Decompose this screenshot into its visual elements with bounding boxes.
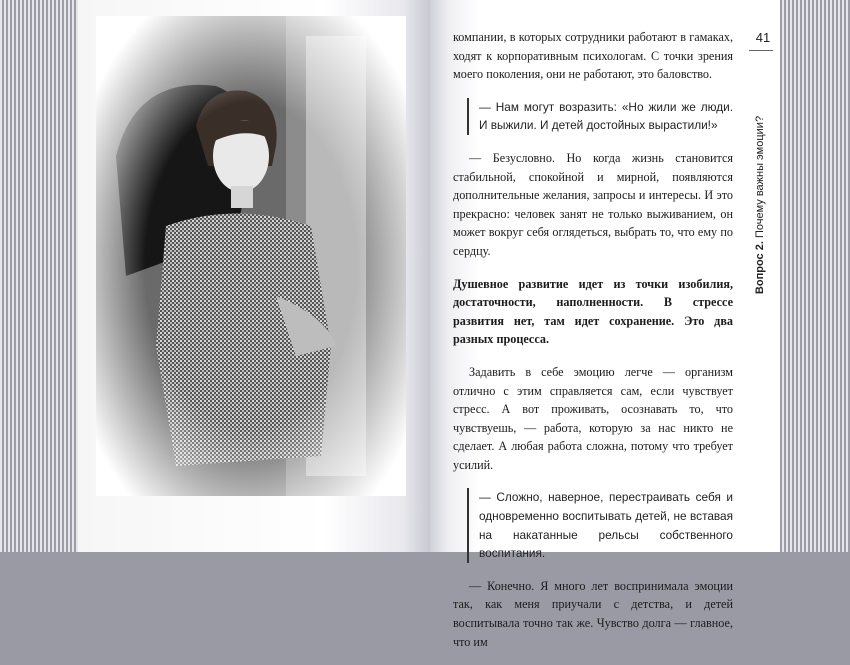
bold-paragraph: Душевное развитие идет из точки изобилия, достаточности, наполненности. В стрессе развития нет, там идет сохранение. Это два разных процесса. <box>453 276 733 347</box>
page-number: 41 <box>755 30 771 45</box>
left-page-edges <box>0 0 78 552</box>
paragraph: компании, в которых сотрудники работают в гамаках, ходят к корпоративным психологам. С точки зрения моего поколения, они не работают, это баловство. <box>453 30 733 82</box>
text-column <box>453 28 733 665</box>
question-quote: — Сложно, наверное, перестраивать себя и одновременно воспитывать детей, не вставая на накатанные рельсы собственного воспитания. <box>467 488 733 562</box>
paragraph: — Конечно. Я много лет воспринимала эмоции так, как меня приучали с детства, и детей воспитывала точно так же. Чувство долга — главное, что им <box>453 578 733 649</box>
right-page-edges <box>780 0 850 552</box>
running-head <box>754 116 766 294</box>
running-head-title: Почему важны эмоции? <box>754 115 766 239</box>
paragraph: — Безусловно. Но когда жизнь становится стабильной, спокойной и мирной, появляются дополнительные желания, запросы и интересы. И это прекрасно: человек занят не только выживанием, он может вокруг себя оглядеться, выбрать то, что ему по сердцу. <box>453 150 733 258</box>
paragraph: Задавить в себе эмоцию легче — организм отлично с этим справляется сам, если чувствует стресс. А вот проживать, осознавать то, что чувствуешь, — работа, которую за нас никто не сделает. А любая работа сложна, потому что требует усилий. <box>453 364 733 472</box>
page-number-rule <box>749 50 773 51</box>
girl-photo <box>96 16 406 496</box>
question-quote: — Нам могут возразить: «Но жили же люди. И выжили. И детей достойных вырастили!» <box>467 98 733 135</box>
left-page <box>78 0 430 552</box>
right-page <box>430 0 780 649</box>
photo-illustration <box>96 16 406 496</box>
running-head-chapter: Вопрос 2. <box>754 241 766 295</box>
